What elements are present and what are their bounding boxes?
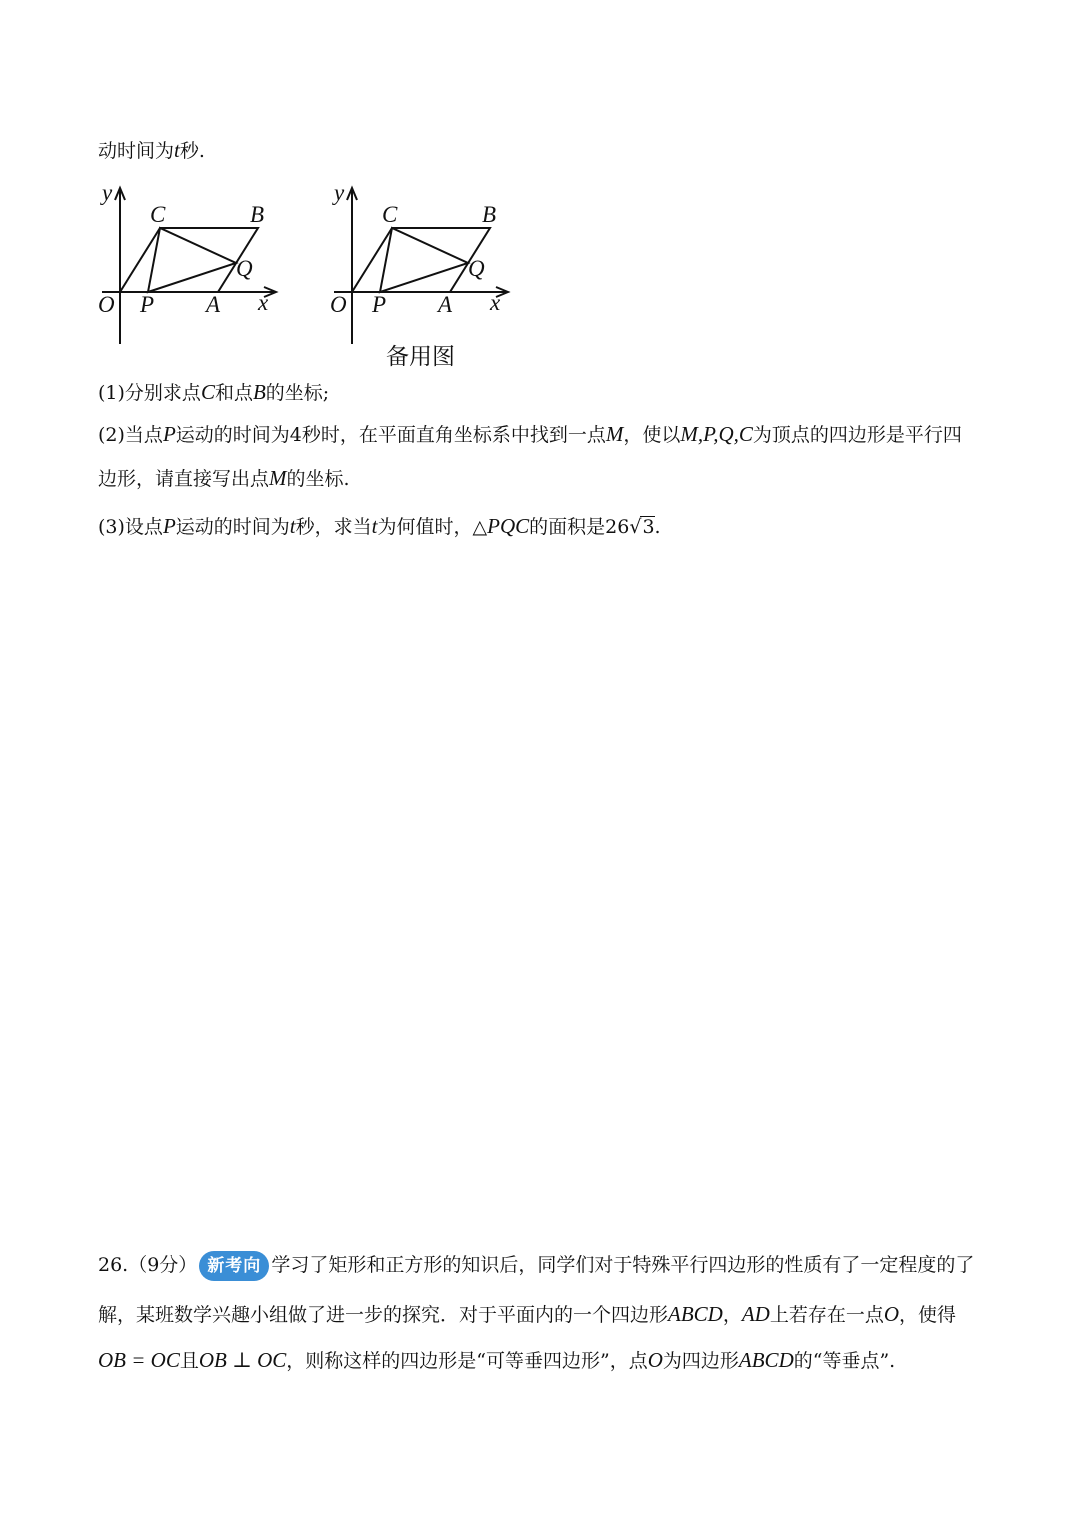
label-q: Q — [468, 256, 485, 281]
triangle-pqc — [380, 228, 468, 292]
new-direction-badge: 新考向 — [199, 1251, 269, 1281]
label-x: x — [258, 290, 269, 315]
label-p: P — [140, 292, 155, 317]
question-2-line-1: (2)当点P运动的时间为4秒时，在平面直角坐标系中找到一点M，使以M,P,Q,C为顶点的四边形是平行四 — [98, 422, 962, 446]
label-o: O — [330, 292, 347, 317]
figure-caption: 备用图 — [386, 344, 455, 370]
label-a: A — [206, 292, 221, 317]
label-p: P — [372, 292, 387, 317]
label-a: A — [438, 292, 453, 317]
question-26-line-3: OB = OC且OB ⊥ OC，则称这样的四边形是“可等垂四边形”，点O为四边形ABCD的“等垂点”. — [98, 1348, 896, 1372]
label-b: B — [250, 202, 265, 227]
intro-line: 动时间为t秒. — [98, 138, 205, 162]
question-3: (3)设点P运动的时间为t秒，求当t为何值时，△PQC的面积是26√3. — [98, 514, 661, 538]
question-26-line-1: 26.（9分） 新考向 学习了矩形和正方形的知识后，同学们对于特殊平行四边形的性质有了一定程度的了 — [98, 1250, 974, 1281]
var-t: t — [174, 138, 180, 162]
sqrt-sign: √ — [629, 516, 642, 538]
label-y: y — [334, 180, 345, 205]
figure-main — [92, 176, 292, 350]
label-c: C — [382, 202, 398, 227]
label-x: x — [490, 290, 501, 315]
label-q: Q — [236, 256, 253, 281]
label-c: C — [150, 202, 166, 227]
question-1: (1)分别求点C和点B的坐标; — [98, 380, 330, 404]
label-y: y — [102, 180, 113, 205]
label-o: O — [98, 292, 115, 317]
figure-backup — [324, 176, 524, 350]
figure-backup-svg — [324, 176, 524, 346]
question-2-line-2: 边形，请直接写出点M的坐标. — [98, 466, 350, 490]
triangle-pqc — [148, 228, 236, 292]
question-26-line-2: 解，某班数学兴趣小组做了进一步的探究．对于平面内的一个四边形ABCD，AD上若存在一点O，使得 — [98, 1302, 957, 1326]
figure-main-svg — [92, 176, 292, 346]
label-b: B — [482, 202, 497, 227]
area-value: 26√3 — [605, 516, 655, 538]
